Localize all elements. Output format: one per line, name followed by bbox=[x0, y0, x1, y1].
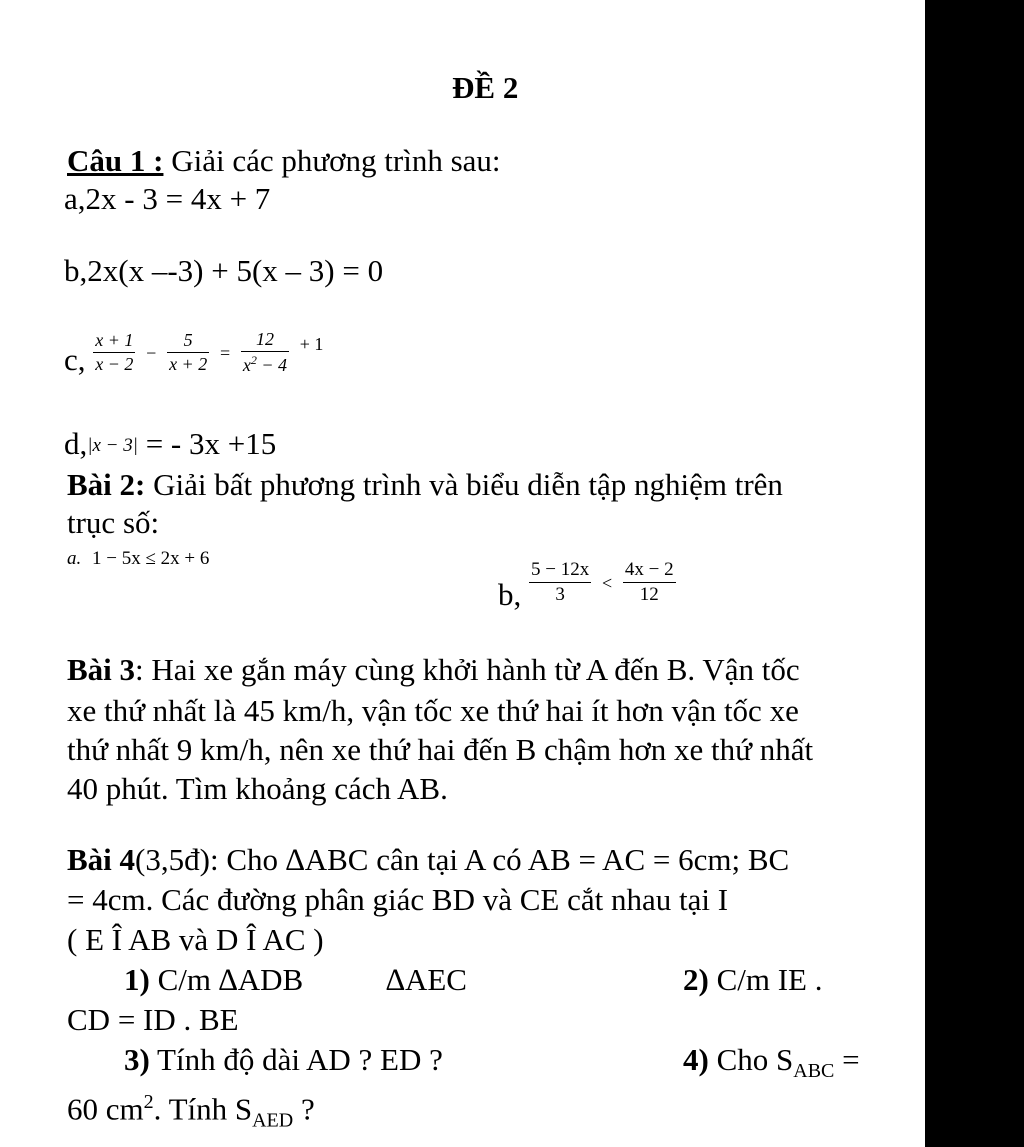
question-1d-rest: = - 3x +15 bbox=[145, 426, 277, 461]
fraction-numerator: 12 bbox=[241, 330, 289, 353]
question-1c bbox=[64, 325, 326, 378]
exercise-2a-prefix: a. bbox=[67, 548, 82, 569]
exercise-3-line-3: thứ nhất 9 km/h, nên xe thứ hai đến B chậm hơn xe thứ nhất bbox=[67, 732, 814, 767]
exercise-4-q2: 2) C/m IE . bbox=[683, 962, 823, 997]
question-1a: a,2x - 3 = 4x + 7 bbox=[64, 181, 271, 216]
plus-one: + 1 bbox=[299, 334, 324, 354]
page-title: ĐỀ 2 bbox=[452, 70, 519, 105]
exercise-4-line-2: = 4cm. Các đường phân giác BD và CE cắt nhau tại I bbox=[67, 882, 729, 917]
exercise-4-q2-continued: CD = ID . BE bbox=[67, 1002, 239, 1037]
exercise-2-text-continued: trục số: bbox=[67, 505, 160, 540]
operator-equals: = bbox=[219, 342, 231, 363]
operator-less-than: < bbox=[601, 572, 613, 593]
exercise-4-points: (3,5đ) bbox=[135, 842, 210, 877]
exercise-3-line-2: xe thứ nhất là 45 km/h, vận tốc xe thứ hai ít hơn vận tốc xe bbox=[67, 693, 799, 728]
question-1-label: Câu 1 : bbox=[67, 143, 164, 178]
absolute-value: |x − 3| bbox=[87, 435, 138, 456]
exercise-4-q1-triangle: ∆AEC bbox=[386, 962, 467, 997]
fraction-2b-2 bbox=[623, 560, 676, 607]
exercise-3-line-4: 40 phút. Tìm khoảng cách AB. bbox=[67, 771, 448, 806]
exercise-2-heading bbox=[67, 467, 783, 503]
fraction-1c-2 bbox=[167, 331, 209, 376]
question-1-heading bbox=[67, 143, 501, 179]
fraction-denominator: 12 bbox=[639, 584, 659, 606]
question-1b: b,2x(x –-3) + 5(x – 3) = 0 bbox=[64, 253, 384, 288]
fraction-numerator: 5 − 12x bbox=[529, 560, 591, 584]
exercise-4-q3: 3) Tính độ dài AD ? ED ? bbox=[124, 1042, 443, 1077]
fraction-denominator: 3 bbox=[555, 584, 565, 606]
exercise-3-line-1: Bài 3: Hai xe gắn máy cùng khởi hành từ A đến B. Vận tốc bbox=[67, 652, 800, 687]
exercise-2b bbox=[498, 550, 676, 613]
fraction-numerator: x + 1 bbox=[93, 331, 135, 354]
exercise-4-line-3: ( E Î AB và D Î AC ) bbox=[67, 922, 324, 957]
exercise-2b-prefix: b, bbox=[498, 576, 522, 612]
exercise-4-label: Bài 4 bbox=[67, 842, 136, 877]
exercise-4-q4-continued: 60 $cm^2$. Tính $S_{AED}$ ? bbox=[67, 1091, 315, 1132]
exercise-4-q4: 4) Cho $S_{ABC}$ = bbox=[683, 1042, 860, 1083]
right-black-border bbox=[925, 0, 1024, 1147]
fraction-1c-3 bbox=[241, 330, 289, 377]
fraction-1c-1 bbox=[93, 331, 135, 376]
fraction-denominator: x − 2 bbox=[95, 354, 134, 375]
question-1c-prefix: c, bbox=[64, 341, 86, 377]
exercise-2-label: Bài 2: bbox=[67, 467, 146, 502]
exercise-4-q1: 1) C/m ∆ADB bbox=[124, 962, 304, 997]
fraction-numerator: 4x − 2 bbox=[623, 560, 676, 584]
question-1d-prefix: d, bbox=[64, 426, 88, 461]
fraction-numerator: 5 bbox=[167, 331, 209, 354]
fraction-denominator: x + 2 bbox=[169, 354, 208, 375]
question-1-text: Giải các phương trình sau: bbox=[171, 143, 501, 178]
question-1d bbox=[64, 426, 276, 462]
exercise-2a bbox=[67, 545, 209, 573]
exercise-4-line-1: Bài 4(3,5đ): Cho ∆ABC cân tại A có AB = AC = 6cm; BC bbox=[67, 842, 790, 877]
fraction-denominator: $x^2 - 4$ bbox=[242, 353, 288, 376]
exercise-3-label: Bài 3 bbox=[67, 652, 136, 687]
exercise-2-text: Giải bất phương trình và biểu diễn tập nghiệm trên bbox=[153, 467, 783, 502]
operator-minus: − bbox=[146, 342, 157, 363]
exercise-2a-expression: 1 − 5x ≤ 2x + 6 bbox=[92, 548, 210, 569]
fraction-2b-1 bbox=[529, 560, 591, 607]
